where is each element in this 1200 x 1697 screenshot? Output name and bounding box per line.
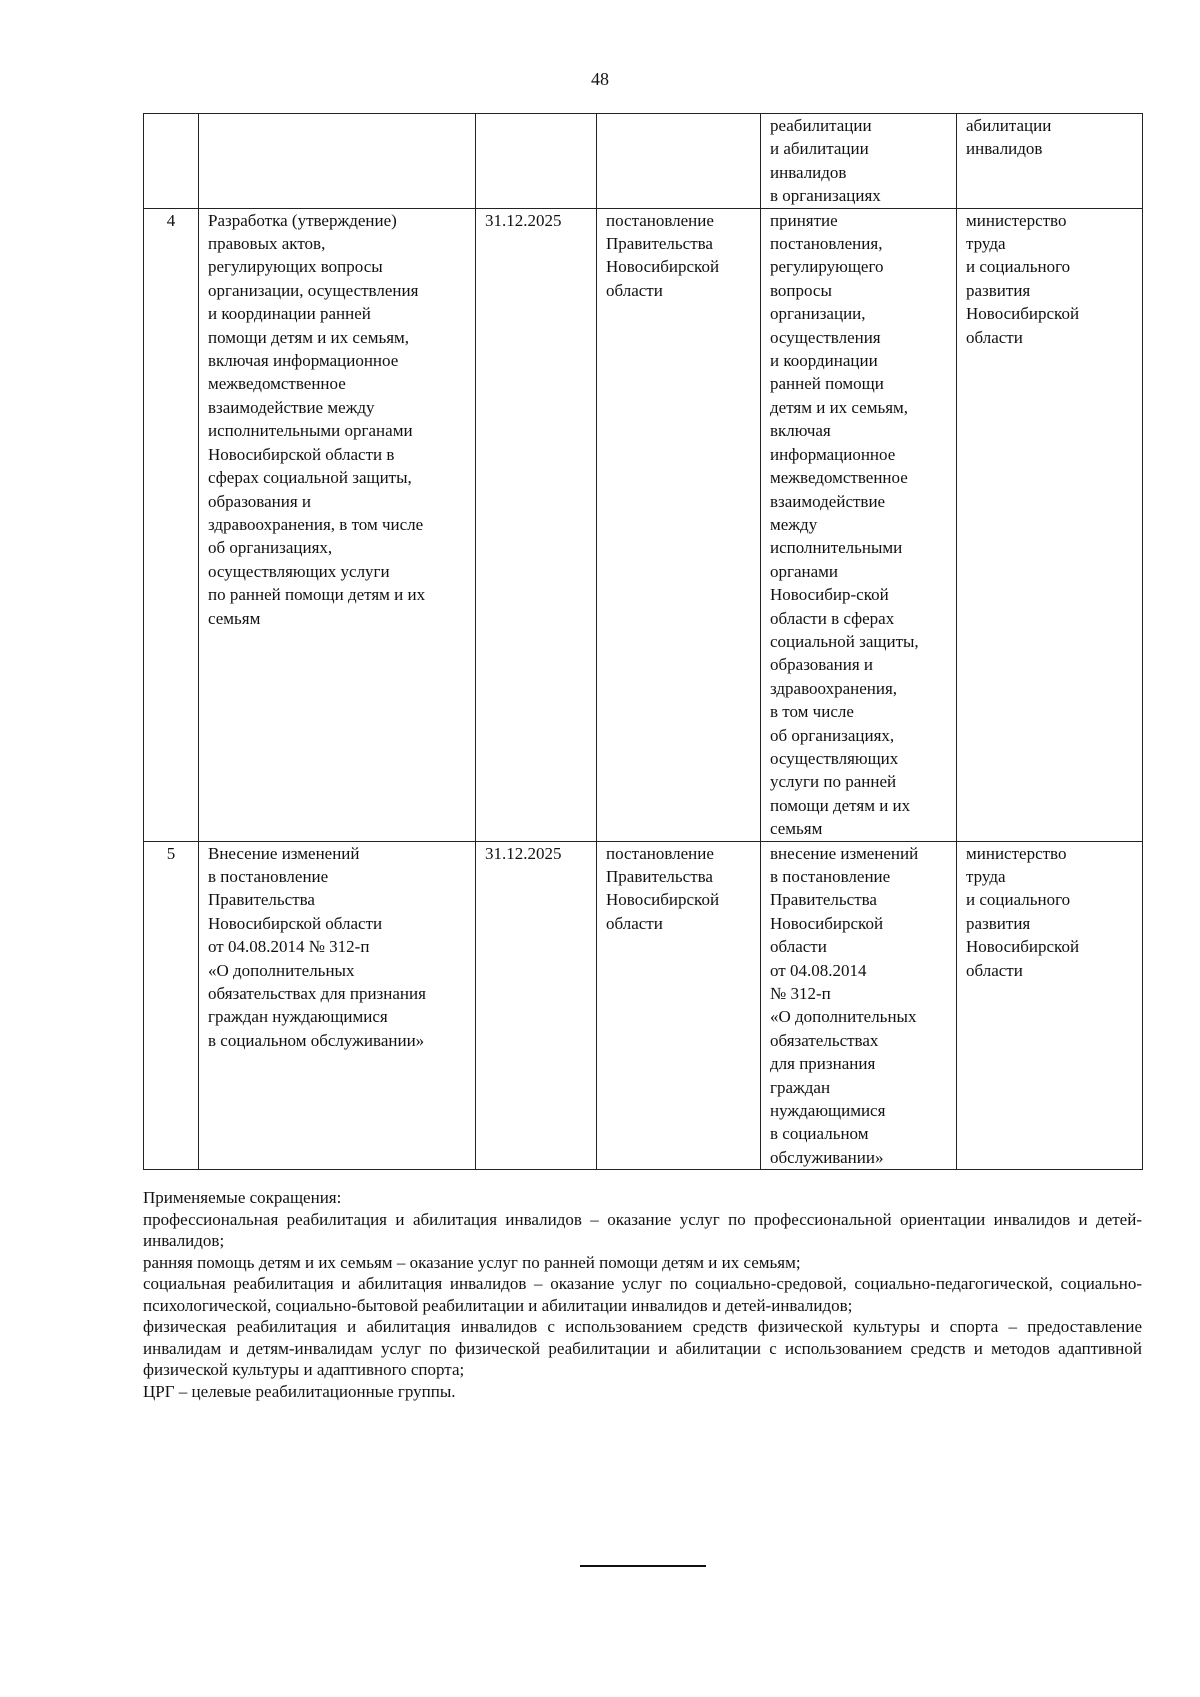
row-number-cell [144, 114, 199, 209]
responsible-cell: абилитации инвалидов [957, 114, 1143, 209]
note-item: ЦРГ – целевые реабилитационные группы. [143, 1381, 456, 1401]
row-number-cell: 4 [144, 208, 199, 841]
note-item: физическая реабилитация и абилитация инвалидов с использованием средств физической культуры и спорта – предоставление инвалидам и детям-инвалидам услуг по физической реабилитации и абилитации с использованием средств и методов адаптивной физической культуры и адаптивного спорта; [143, 1317, 1142, 1379]
expected-result-cell: внесение изменений в постановление Правительства Новосибирской области от 04.08.2014 № 312-п «О дополнительных обязательствах для признания граждан нуждающимися в социальном обслуживании» [761, 841, 957, 1170]
deadline-cell: 31.12.2025 [476, 841, 597, 1170]
activity-cell: Разработка (утверждение) правовых актов, регулирующих вопросы организации, осуществления и координации ранней помощи детям и их семьям, включая информационное межведомственное взаимодействие между исполнительными органами Новосибирской области в сферах социальной защиты, образования и здравоохранения, в том числе об организациях, осуществляющих услуги по ранней помощи детям и их семьям [199, 208, 476, 841]
deadline-cell [476, 114, 597, 209]
note-item: профессиональная реабилитация и абилитация инвалидов – оказание услуг по профессиональной ориентации инвалидов и детей-инвалидов; [143, 1209, 1142, 1250]
document-type-cell: постановление Правительства Новосибирской области [597, 841, 761, 1170]
responsible-cell: министерство труда и социального развития Новосибирской области [957, 208, 1143, 841]
expected-result-cell: реабилитации и абилитации инвалидов в организациях [761, 114, 957, 209]
activity-cell: Внесение изменений в постановление Правительства Новосибирской области от 04.08.2014 № 312-п «О дополнительных обязательствах для признания граждан нуждающимися в социальном обслуживании» [199, 841, 476, 1170]
page-number: 48 [591, 69, 609, 89]
table-row [144, 841, 1143, 1170]
abbreviations-notes [143, 1187, 1142, 1402]
row-number-cell: 5 [144, 841, 199, 1170]
activity-cell [199, 114, 476, 209]
table-row [144, 208, 1143, 841]
end-of-document-rule [580, 1565, 706, 1567]
note-item: ранняя помощь детям и их семьям – оказание услуг по ранней помощи детям и их семьям; [143, 1252, 801, 1272]
note-item: социальная реабилитация и абилитация инвалидов – оказание услуг по социально-средовой, социально-педагогической, социально-психологической, социально-бытовой реабилитации и абилитации инвалидов и детей-инвалидов; [143, 1274, 1142, 1315]
document-type-cell [597, 114, 761, 209]
responsible-cell: министерство труда и социального развития Новосибирской области [957, 841, 1143, 1170]
table-row [144, 114, 1143, 209]
deadline-cell: 31.12.2025 [476, 208, 597, 841]
measures-table [143, 113, 1143, 1170]
notes-heading: Применяемые сокращения: [143, 1188, 342, 1207]
document-type-cell: постановление Правительства Новосибирской области [597, 208, 761, 841]
expected-result-cell: принятие постановления, регулирующего вопросы организации, осуществления и координации ранней помощи детям и их семьям, включая информационное межведомственное взаимодействие между исполнительными органами Новосибир-ской области в сферах социальной защиты, образования и здравоохранения, в том числе об организациях, осуществляющих услуги по ранней помощи детям и их семьям [761, 208, 957, 841]
